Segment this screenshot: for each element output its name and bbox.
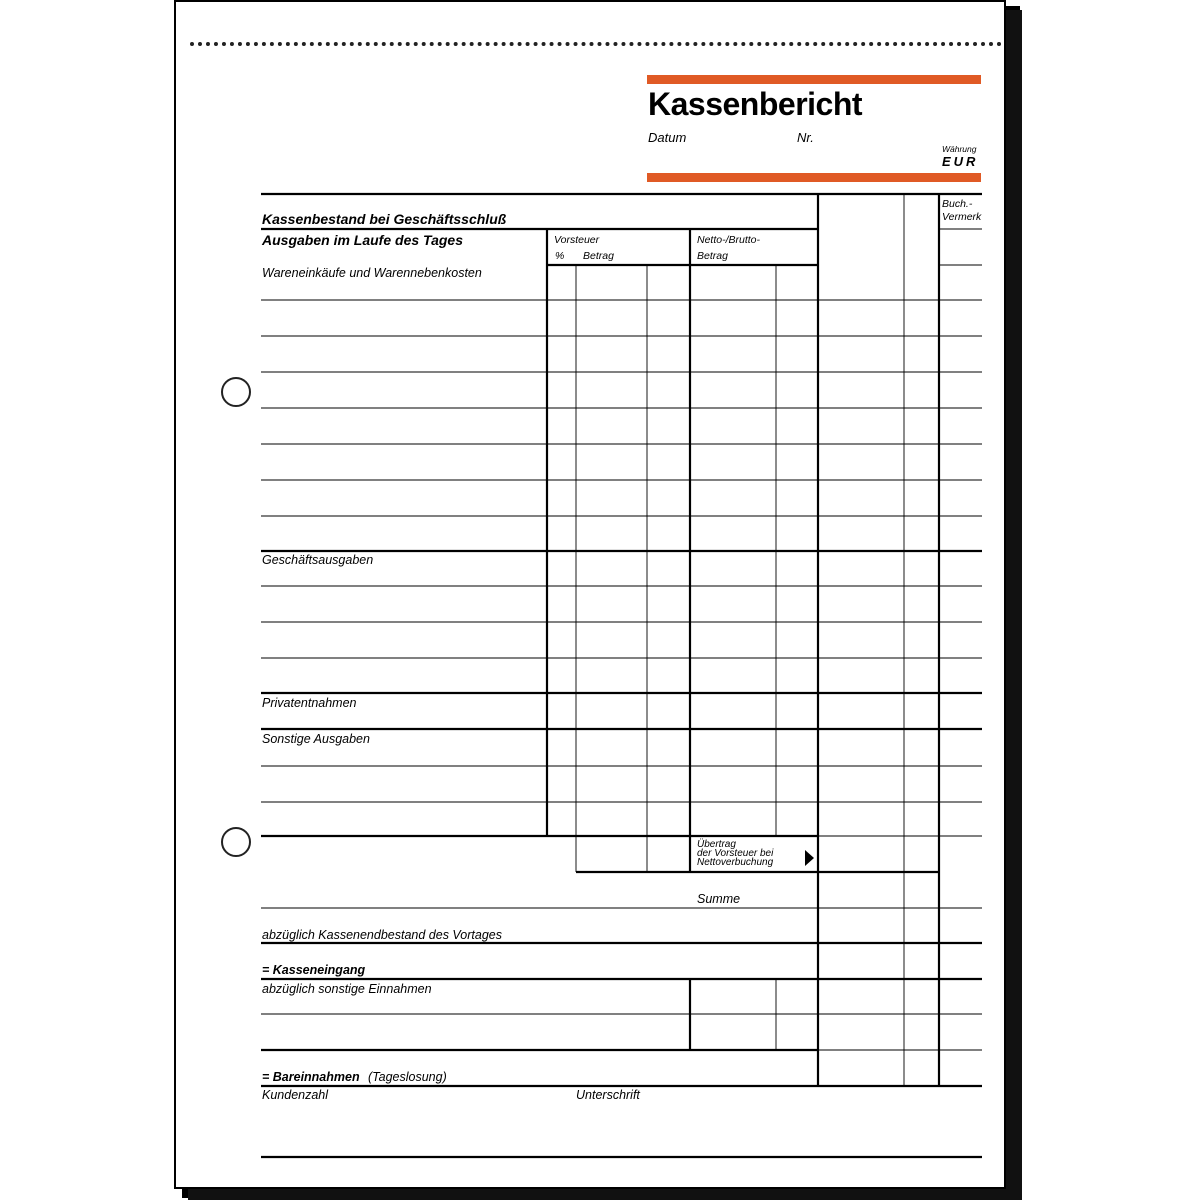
arrow-right-icon <box>805 850 814 866</box>
unterschrift-label: Unterschrift <box>576 1088 640 1102</box>
abzueglich-sonstige-label: abzüglich sonstige Einnahmen <box>262 982 432 996</box>
sonstige-ausgaben-label: Sonstige Ausgaben <box>262 732 370 746</box>
abzueglich-vortag-label: abzüglich Kassenendbestand des Vortages <box>262 928 502 942</box>
kundenzahl-label: Kundenzahl <box>262 1088 329 1102</box>
buch-vermerk-header-1: Buch.- <box>942 198 973 210</box>
currency-value: EUR <box>942 154 979 169</box>
geschaeftsausgaben-label: Geschäftsausgaben <box>262 553 374 567</box>
wareneinkaeufe-label: Wareneinkäufe und Warennebenkosten <box>262 266 482 280</box>
buch-vermerk-header-2: Vermerk <box>942 211 982 223</box>
vorsteuer-header: Vorsteuer <box>554 234 600 246</box>
waehrung-label: Währung <box>942 144 977 154</box>
tageslosung-label: (Tageslosung) <box>368 1070 447 1084</box>
kassenbestand-label: Kassenbestand bei Geschäftsschluß <box>262 211 507 227</box>
uebertrag-label-1: Übertrag <box>697 839 736 850</box>
uebertrag-label-3: Nettoverbuchung <box>697 857 774 868</box>
uebertrag-label-2: der Vorsteuer bei <box>697 848 774 859</box>
grid-lines <box>261 194 982 1157</box>
kasseneingang-label: = Kasseneingang <box>262 963 366 977</box>
form-title: Kassenbericht <box>648 86 863 122</box>
ausgaben-label: Ausgaben im Laufe des Tages <box>262 232 463 248</box>
summe-label: Summe <box>697 892 741 906</box>
nr-field-label: Nr. <box>797 130 814 145</box>
bareinnahmen-label: = Bareinnahmen <box>262 1070 360 1084</box>
netto-brutto-header: Netto-/Brutto- <box>697 234 761 246</box>
privatentnahmen-label: Privatentnahmen <box>262 696 357 710</box>
vorsteuer-betrag-header: Betrag <box>583 250 614 262</box>
netto-betrag-header: Betrag <box>697 250 728 262</box>
prozent-header: % <box>555 250 565 262</box>
datum-field-label: Datum <box>648 130 687 145</box>
